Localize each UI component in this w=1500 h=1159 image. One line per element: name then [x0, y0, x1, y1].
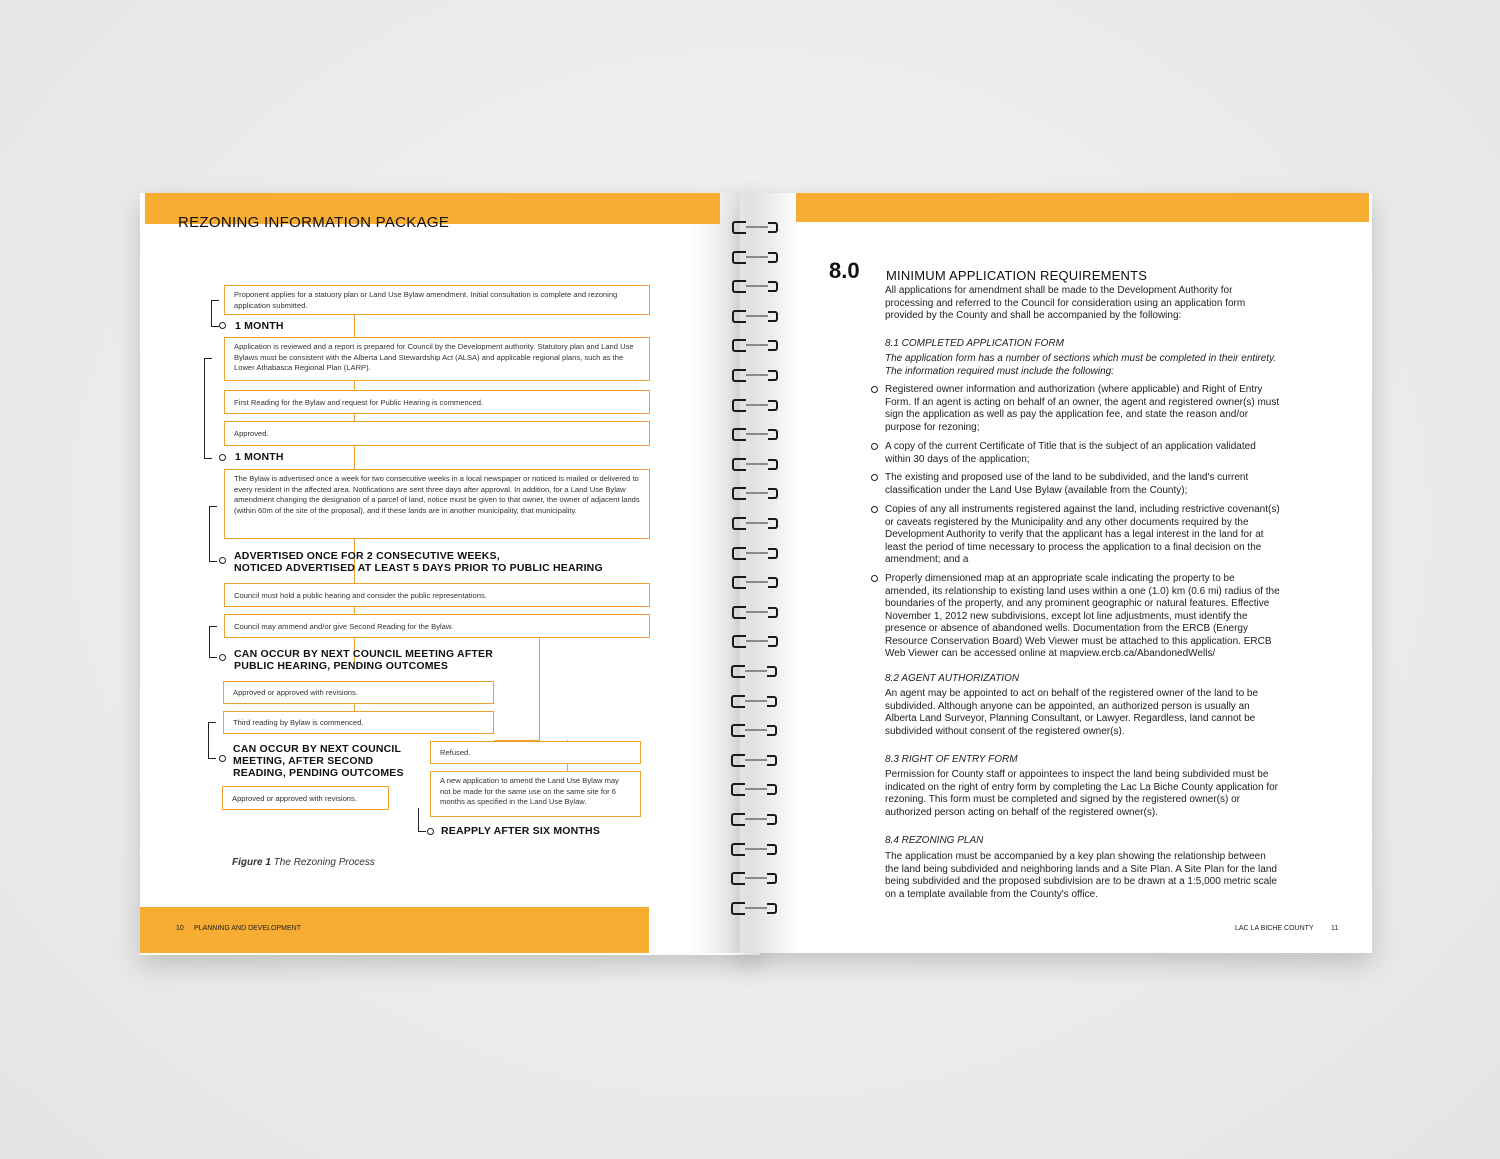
milestone-label-line: ADVERTISED ONCE FOR 2 CONSECUTIVE WEEKS,: [234, 550, 500, 562]
timeline-bracket: [209, 506, 217, 562]
figure-label: Figure 1: [232, 857, 271, 868]
flow-step-box: Application is reviewed and a report is prepared for Council by the Development authority. Statutory plan and Land Use Bylaws must be consistent with the Alberta Land Stewardship Act (ALSA) and applicable regional plans, such as the Lower Athabasca Regional Plan (LARP).: [224, 337, 650, 381]
milestone-label: [234, 648, 493, 672]
milestone-label-line: CAN OCCUR BY NEXT COUNCIL MEETING AFTER: [234, 648, 494, 660]
subsection-heading: 8.2 AGENT AUTHORIZATION: [885, 673, 1020, 684]
flow-step-box: Approved.: [224, 421, 650, 446]
flow-step-box: Third reading by Bylaw is commenced.: [223, 711, 494, 734]
milestone-marker: [427, 828, 434, 835]
section-number: 8.0: [829, 258, 860, 283]
subsection-text: The application must be accompanied by a key plan showing the relationship between the land being subdivided and neighboring lands and a Site Plan. A Site Plan for the land being subdivided and the proposed subdivision are to be drawn at a 1:5,000 metric scale on a template available from the County's office.: [885, 851, 1277, 900]
flow-step-box: Council may ammend and/or give Second Reading for the Bylaw.: [224, 614, 650, 638]
bullet-text: Properly dimensioned map at an appropriate scale indicating the property to be amended, its relationship to existing land uses within a one (1.0) km (0.6 mi) radius of the boundaries of the property, and any prominent geographic or natural features. Effective November 1, 2012 new subdivisions, except lot line adjustments, must identify the presence or absence of abandoned wells. Documentation from the ERCB (Energy Resource Conservation Board) Web Viewer must be attached to this application. ERCB Web Viewer can be accessed online at mapview.ercb.ca/AbandonedWells/: [885, 573, 1280, 659]
milestone-marker: [219, 322, 226, 329]
page-number-right: 11: [1331, 925, 1339, 932]
milestone-label: 1 MONTH: [235, 320, 284, 332]
bullet-text: Copies of any all instruments registered against the land, including restrictive covenant(s) or caveats registered by the Municipality and any other documents required by the Development Authority to verify that the applicant has a legal interest in the land for at least the period of time necessary to process the application to a final decision on the amendment; and a: [885, 504, 1280, 565]
bullet-marker: [871, 386, 878, 393]
flow-step-box: Approved or approved with revisions.: [223, 681, 494, 704]
bullet-marker: [871, 474, 878, 481]
timeline-bracket: [204, 358, 212, 459]
subsection-heading: 8.3 RIGHT OF ENTRY FORM: [885, 754, 1018, 765]
right-header-band: [796, 193, 1369, 222]
milestone-label: [233, 743, 404, 779]
bullet-text: Registered owner information and authorization (where applicable) and Right of Entry Form. If an agent is acting on behalf of an owner, the agent and registered owner(s) must sign the application as well as pay the application fee, and state the reason and/or purpose for rezoning;: [885, 384, 1280, 433]
flow-step-box: A new application to amend the Land Use Bylaw may not be made for the same use on the same site for 6 months as specified in the Land Use Bylaw.: [430, 771, 641, 817]
milestone-label: REAPPLY AFTER SIX MONTHS: [441, 825, 601, 837]
flow-step-box: Approved or approved with revisions.: [222, 786, 389, 810]
timeline-bracket: [208, 722, 216, 759]
subsection-text: Permission for County staff or appointees to inspect the land being subdivided must be indicated on the right of entry form by completing the Lac La Biche County application for rezoning. This form must be completed and signed by the registered owner(s) or authorized person acting on behalf of the registered owner(s).: [885, 769, 1279, 818]
bullet-marker: [871, 506, 878, 513]
flow-step-box: Refused.: [430, 741, 641, 764]
timeline-bracket: [211, 300, 219, 327]
flow-step-box: Proponent applies for a statuory plan or Land Use Bylaw amendment. Initial consultation is complete and rezoning application submitted.: [224, 285, 650, 315]
subsection-heading: 8.1 COMPLETED APPLICATION FORM: [885, 338, 1064, 349]
milestone-label-line: NOTICED ADVERTISED AT LEAST 5 DAYS PRIOR TO PUBLIC HEARING: [234, 562, 603, 574]
page-number-left: 10: [176, 925, 184, 932]
figure-caption-text: The Rezoning Process: [270, 857, 375, 868]
bullet-text: A copy of the current Certificate of Title that is the subject of an application validated within 30 days of the application;: [885, 441, 1256, 465]
milestone-label-line: PUBLIC HEARING, PENDING OUTCOMES: [234, 660, 449, 672]
page-header-title: REZONING INFORMATION PACKAGE: [178, 214, 450, 231]
milestone-label: [234, 550, 603, 574]
bullet-text: The existing and proposed use of the land to be subdivided, and the land's current classification under the Land Use Bylaw (available from the County);: [885, 472, 1249, 496]
binding-gutter: [690, 193, 800, 953]
section-intro: All applications for amendment shall be made to the Development Authority for processing and referred to the Council for consideration using an application form provided by the County and shall be accompanied by the following:: [885, 285, 1246, 321]
milestone-marker: [219, 755, 226, 762]
milestone-label-line: CAN OCCUR BY NEXT COUNCIL: [233, 743, 402, 755]
section-title: MINIMUM APPLICATION REQUIREMENTS: [886, 268, 1148, 283]
milestone-marker: [219, 654, 226, 661]
milestone-label-line: MEETING, AFTER SECOND: [233, 755, 374, 767]
milestone-marker: [219, 454, 226, 461]
milestone-label-line: READING, PENDING OUTCOMES: [233, 767, 404, 779]
subsection-text: An agent may be appointed to act on behalf of the registered owner of the land to be subdivided. Although anyone can be appointed, an authorized person is usually an Alberta Land Surveyor, Planning Consultant, or Lawyer. Regardless, land cannot be subdivided without consent of the registered owner(s).: [885, 688, 1259, 737]
bullet-marker: [871, 575, 878, 582]
footer-section-right: LAC LA BICHE COUNTY: [1235, 925, 1314, 932]
timeline-bracket: [418, 808, 426, 832]
subsection-heading: 8.4 REZONING PLAN: [885, 835, 984, 846]
flow-connector: [539, 637, 540, 741]
figure-caption: [232, 857, 375, 868]
milestone-marker: [219, 557, 226, 564]
bullet-marker: [871, 443, 878, 450]
subsection-intro: The application form has a number of sections which must be completed in their entirety. The information required must include the following:: [885, 353, 1277, 377]
footer-section-left: PLANNING AND DEVELOPMENT: [194, 925, 301, 932]
flow-step-box: The Bylaw is advertised once a week for two consecutive weeks in a local newspaper or noticed is mailed or delivered to every resident in the affected area. Notifications are sent three days after approval. In addition, for a Land Use Bylaw amendment changing the designation of a parcel of land, notice must be given to that owner, the owner of adjacent lands (within 60m of the site of the proposal), and if these lands are in another municipality, that municipality.: [224, 469, 650, 539]
flow-step-box: First Reading for the Bylaw and request for Public Hearing is commenced.: [224, 390, 650, 414]
milestone-label: 1 MONTH: [235, 451, 284, 463]
timeline-bracket: [209, 626, 217, 658]
flow-step-box: Council must hold a public hearing and consider the public representations.: [224, 583, 650, 607]
